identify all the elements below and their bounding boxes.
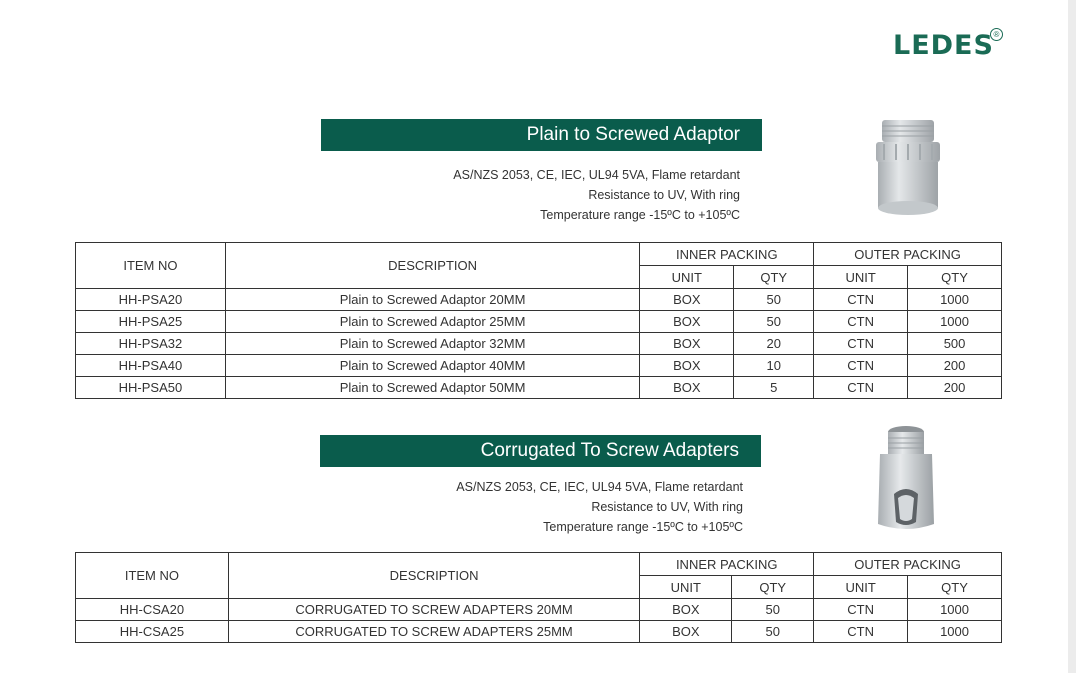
spec-line: Temperature range -15ºC to +105ºC — [543, 520, 743, 534]
outer-qty: 1000 — [908, 289, 1002, 311]
corrugated-adaptor-image — [870, 424, 942, 534]
description: CORRUGATED TO SCREW ADAPTERS 20MM — [228, 599, 640, 621]
inner-unit: BOX — [640, 599, 732, 621]
header-outer-unit: UNIT — [814, 266, 908, 289]
product-table — [75, 242, 1002, 399]
description: Plain to Screwed Adaptor 20MM — [225, 289, 640, 311]
inner-unit: BOX — [640, 333, 734, 355]
description: Plain to Screwed Adaptor 25MM — [225, 311, 640, 333]
header-inner-unit: UNIT — [640, 576, 732, 599]
spec-line: Resistance to UV, With ring — [591, 500, 743, 514]
item-no: HH-PSA32 — [76, 333, 226, 355]
inner-qty: 50 — [732, 621, 814, 643]
header-outer-packing: OUTER PACKING — [814, 553, 1002, 576]
outer-qty: 1000 — [908, 311, 1002, 333]
spec-line: Temperature range -15ºC to +105ºC — [540, 208, 740, 222]
item-no: HH-PSA50 — [76, 377, 226, 399]
inner-qty: 20 — [734, 333, 814, 355]
inner-qty: 50 — [734, 311, 814, 333]
item-no: HH-PSA20 — [76, 289, 226, 311]
product-table — [75, 552, 1002, 643]
brand-logo: LEDES — [893, 30, 994, 61]
outer-unit: CTN — [814, 599, 908, 621]
spec-list — [453, 165, 740, 225]
outer-unit: CTN — [814, 377, 908, 399]
outer-qty: 1000 — [908, 621, 1002, 643]
inner-unit: BOX — [640, 355, 734, 377]
description: Plain to Screwed Adaptor 32MM — [225, 333, 640, 355]
header-outer-packing: OUTER PACKING — [814, 243, 1002, 266]
header-item-no: ITEM NO — [76, 553, 229, 599]
inner-unit: BOX — [640, 311, 734, 333]
header-inner-packing: INNER PACKING — [640, 243, 814, 266]
header-inner-packing: INNER PACKING — [640, 553, 814, 576]
header-outer-qty: QTY — [908, 266, 1002, 289]
item-no: HH-CSA25 — [76, 621, 229, 643]
table-row — [76, 355, 1002, 377]
spec-line: AS/NZS 2053, CE, IEC, UL94 5VA, Flame retardant — [453, 168, 740, 182]
header-inner-unit: UNIT — [640, 266, 734, 289]
item-no: HH-PSA25 — [76, 311, 226, 333]
spec-list — [456, 477, 743, 537]
section-title-banner — [320, 435, 761, 467]
outer-qty: 200 — [908, 355, 1002, 377]
outer-unit: CTN — [814, 289, 908, 311]
section-title: Plain to Screwed Adaptor — [526, 124, 740, 145]
description: Plain to Screwed Adaptor 50MM — [225, 377, 640, 399]
registered-mark: ® — [990, 28, 1003, 41]
table-row — [76, 289, 1002, 311]
header-item-no: ITEM NO — [76, 243, 226, 289]
header-inner-qty: QTY — [734, 266, 814, 289]
outer-qty: 200 — [908, 377, 1002, 399]
table-row — [76, 621, 1002, 643]
inner-qty: 50 — [732, 599, 814, 621]
outer-unit: CTN — [814, 333, 908, 355]
header-description: DESCRIPTION — [228, 553, 640, 599]
inner-qty: 5 — [734, 377, 814, 399]
spec-line: AS/NZS 2053, CE, IEC, UL94 5VA, Flame retardant — [456, 480, 743, 494]
header-inner-qty: QTY — [732, 576, 814, 599]
outer-unit: CTN — [814, 311, 908, 333]
inner-unit: BOX — [640, 621, 732, 643]
section-title-banner — [321, 119, 762, 151]
item-no: HH-PSA40 — [76, 355, 226, 377]
inner-unit: BOX — [640, 289, 734, 311]
section-title: Corrugated To Screw Adapters — [480, 440, 739, 461]
outer-qty: 500 — [908, 333, 1002, 355]
description: Plain to Screwed Adaptor 40MM — [225, 355, 640, 377]
outer-qty: 1000 — [908, 599, 1002, 621]
page-edge-strip — [1068, 0, 1076, 673]
outer-unit: CTN — [814, 621, 908, 643]
header-outer-unit: UNIT — [814, 576, 908, 599]
inner-qty: 10 — [734, 355, 814, 377]
inner-unit: BOX — [640, 377, 734, 399]
spec-line: Resistance to UV, With ring — [588, 188, 740, 202]
header-outer-qty: QTY — [908, 576, 1002, 599]
table-row — [76, 333, 1002, 355]
table-row — [76, 599, 1002, 621]
item-no: HH-CSA20 — [76, 599, 229, 621]
outer-unit: CTN — [814, 355, 908, 377]
table-row — [76, 311, 1002, 333]
table-row — [76, 377, 1002, 399]
description: CORRUGATED TO SCREW ADAPTERS 25MM — [228, 621, 640, 643]
plain-adaptor-image — [868, 116, 948, 224]
header-description: DESCRIPTION — [225, 243, 640, 289]
inner-qty: 50 — [734, 289, 814, 311]
